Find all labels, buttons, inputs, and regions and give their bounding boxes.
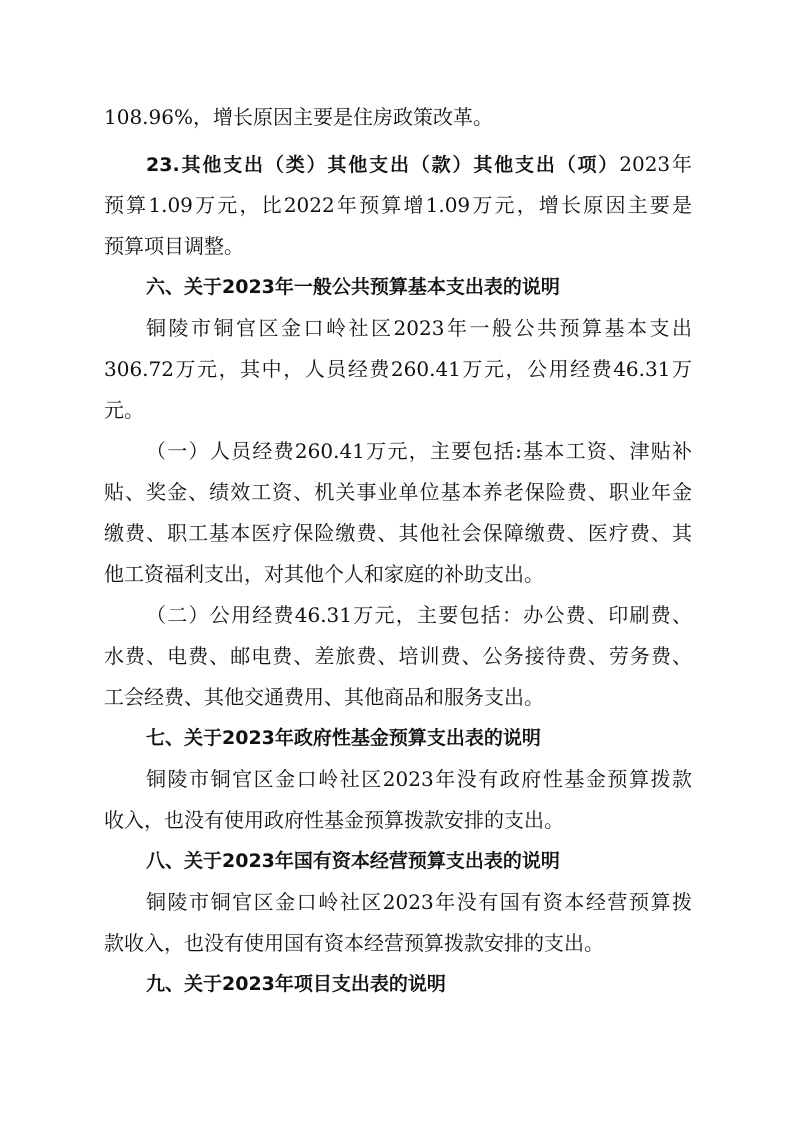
- paragraph-line: 预算项目调整。: [104, 234, 244, 258]
- section-heading-6: 六、关于2023年一般公共预算基本支出表的说明: [146, 276, 560, 298]
- paragraph-line: 108.96%，增长原因主要是住房政策改革。: [104, 105, 493, 129]
- paragraph-line: （一）人员经费260.41万元，主要包括:基本工资、津贴补: [146, 439, 692, 463]
- section-heading-8: 八、关于2023年国有资本经营预算支出表的说明: [146, 850, 560, 872]
- paragraph-line: （二）公用经费46.31万元，主要包括：办公费、印刷费、: [146, 603, 692, 627]
- paragraph-line: 元。: [104, 398, 144, 422]
- section-heading-7: 七、关于2023年政府性基金预算支出表的说明: [146, 727, 541, 749]
- paragraph-line: 铜陵市铜官区金口岭社区2023年没有政府性基金预算拨款: [146, 767, 692, 791]
- paragraph-line: 贴、奖金、绩效工资、机关事业单位基本养老保险费、职业年金: [104, 480, 692, 504]
- paragraph-line: 收入，也没有使用政府性基金预算拨款安排的支出。: [104, 808, 564, 832]
- paragraph-line: 铜陵市铜官区金口岭社区2023年一般公共预算基本支出: [146, 316, 692, 340]
- paragraph-line: 工会经费、其他交通费用、其他商品和服务支出。: [104, 685, 544, 709]
- paragraph-line: 预算1.09万元，比2022年预算增1.09万元，增长原因主要是: [104, 193, 692, 217]
- paragraph-line: 306.72万元，其中，人员经费260.41万元，公用经费46.31万: [104, 357, 692, 381]
- paragraph-line: 他工资福利支出，对其他个人和家庭的补助支出。: [104, 562, 544, 586]
- paragraph-line: 铜陵市铜官区金口岭社区2023年没有国有资本经营预算拨: [146, 890, 692, 914]
- paragraph-line: 缴费、职工基本医疗保险缴费、其他社会保障缴费、医疗费、其: [104, 521, 692, 545]
- section-heading-9: 九、关于2023年项目支出表的说明: [146, 973, 446, 995]
- paragraph-line: 款收入，也没有使用国有资本经营预算拨款安排的支出。: [104, 931, 604, 955]
- paragraph-line: 水费、电费、邮电费、差旅费、培训费、公务接待费、劳务费、: [104, 644, 692, 668]
- item-23-text: 2023年: [619, 152, 692, 176]
- paragraph-line: [146, 149, 692, 179]
- item-23-bold-label: 23.其他支出（类）其他支出（款）其他支出（项）: [146, 154, 620, 176]
